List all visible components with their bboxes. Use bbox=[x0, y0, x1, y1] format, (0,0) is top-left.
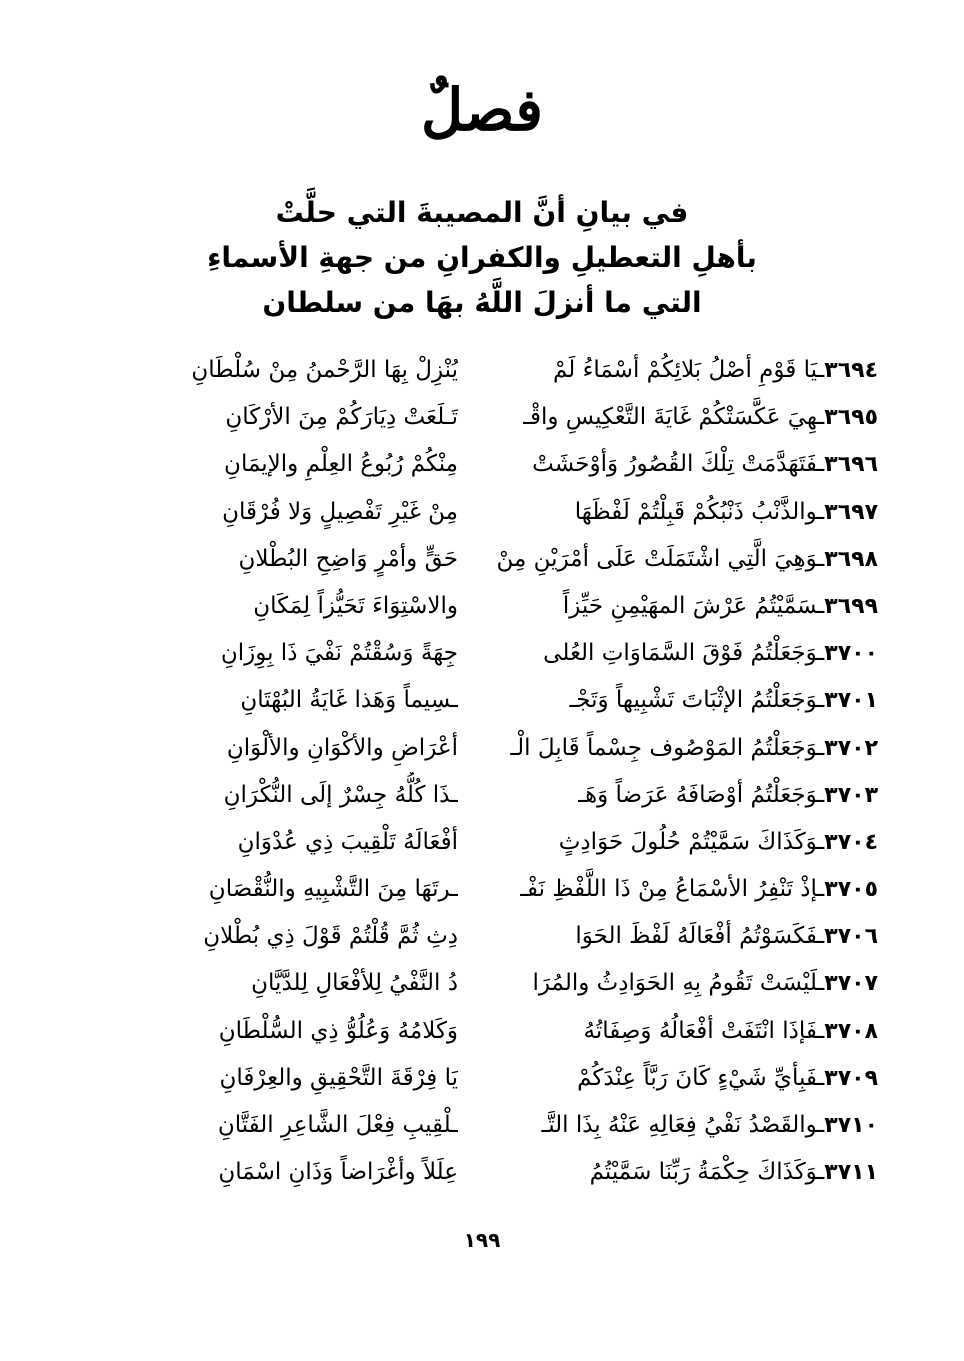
verse-first-text: وَكَذَاكَ سَمَّيْتُمْ حُلُولَ حَوَادِثٍ bbox=[558, 828, 818, 855]
verse-second-hemistich: والاسْتِوَاءَ تَحَيُّزاً لِمَكَانِ bbox=[253, 592, 458, 619]
verse-number: ٣٦٩٦ bbox=[824, 452, 878, 478]
verse-number: ٣٧٠٨ bbox=[824, 1018, 878, 1044]
verse-first-hemistich: ٣٦٩٥ـهِيَ عَكَّسَتْكُمْ غَايَةَ التَّعْكِيسِ واقْـ bbox=[523, 404, 878, 431]
page-number: ١٩٩ bbox=[463, 1228, 501, 1252]
verse-second-hemistich: أفْعَالَهُ تَلْقِيبَ ذِي عُدْوَانِ bbox=[237, 828, 458, 855]
verse-first-hemistich: ٣٧٠٨ـفَإذَا انْتَفَتْ أفْعَالُهُ وَصِفَاتُهُ bbox=[583, 1017, 878, 1044]
verse-second-hemistich: وَكَلامُهُ وَعُلُوُّ ذِي السُّلْطَانِ bbox=[218, 1017, 458, 1044]
verse-first-hemistich: ٣٧١٠ـوالقَصْدُ نَفْيُ فِعَالِهِ عَنْهُ بِذَا التَّـ bbox=[541, 1112, 878, 1138]
verse-second-hemistich: ـذَا كُلُّهُ جِسْرٌ إلَى النُّكْرَانِ bbox=[223, 781, 458, 808]
verse-second-hemistich: دُ النَّفْيُ لِلأفْعَالِ لِلدَّيَّانِ bbox=[251, 970, 458, 997]
verse-first-text: يَا قَوْمِ أصْلُ بَلائِكُمْ أسْمَاءُ لَمْ bbox=[552, 357, 818, 383]
verse-first-text: وَجَعَلْتُمُ المَوْصُوف جِسْماً قَابِلَ الْـ bbox=[510, 734, 818, 761]
verse-row bbox=[78, 1102, 878, 1149]
verse-first-hemistich: ٣٧٠٩ـفَبِأيِّ شَيْءٍ كَانَ رَبَّاً عِنْدَكُمْ bbox=[577, 1064, 878, 1091]
verse-row bbox=[78, 583, 878, 630]
verse-row bbox=[78, 1149, 878, 1196]
verse-first-text: والقَصْدُ نَفْيُ فِعَالِهِ عَنْهُ بِذَا التَّـ bbox=[541, 1112, 818, 1138]
verse-number: ٣٦٩٧ bbox=[824, 499, 878, 525]
verse-first-text: فَإذَا انْتَفَتْ أفْعَالُهُ وَصِفَاتُهُ bbox=[583, 1017, 818, 1044]
verse-second-hemistich: تَـلَعَتْ دِيَارَكُمْ مِنَ الأرْكَانِ bbox=[225, 404, 458, 431]
verse-number: ٣٧٠٣ bbox=[824, 782, 878, 808]
verse-first-text: فَتَهَدَّمَتْ تِلْكَ القُصُورُ وَأوْحَشَتْ bbox=[532, 451, 818, 478]
verse-second-hemistich: أعْرَاضِ والأكْوَانِ والألْوَانِ bbox=[226, 734, 458, 761]
verse-second-hemistich: جِهَةً وَسُقْتُمْ نَفْيَ ذَا بِوِزَانِ bbox=[220, 640, 458, 667]
verse-row bbox=[78, 913, 878, 960]
verse-row bbox=[78, 677, 878, 724]
verse-first-hemistich: ٣٧٠٧ـلَيْسَتْ تَقُومُ بِهِ الحَوَادِثُ والمُرَا bbox=[532, 970, 878, 997]
verse-first-hemistich: ٣٧٠٢ـوَجَعَلْتُمُ المَوْصُوف جِسْماً قَابِلَ الْـ bbox=[510, 734, 878, 761]
verse-row bbox=[78, 1008, 878, 1055]
verse-row bbox=[78, 960, 878, 1007]
verse-row bbox=[78, 536, 878, 583]
verse-second-hemistich: ـرتَهَا مِنَ التَّشْبِيهِ والنُّقْصَانِ bbox=[208, 876, 458, 903]
verse-number: ٣٧١٠ bbox=[824, 1113, 878, 1138]
verse-number: ٣٦٩٨ bbox=[824, 546, 878, 572]
verse-first-text: وَجَعَلْتُمُ الإثْبَاتَ تَشْبِيهاً وَتَجْـ bbox=[569, 687, 818, 714]
heading-line-2: بأهلِ التعطيلِ والكفرانِ من جهةِ الأسماءِ bbox=[207, 241, 757, 274]
verse-second-hemistich: مِنْكُمْ رُبُوعُ العِلْمِ والإيمَانِ bbox=[224, 451, 458, 478]
heading-line-1: في بيانِ أنَّ المصيبةَ التي حلَّتْ bbox=[275, 196, 689, 229]
verse-row bbox=[78, 441, 878, 488]
verse-number: ٣٧٠٠ bbox=[824, 641, 878, 667]
verse-row bbox=[78, 1055, 878, 1102]
verse-row bbox=[78, 819, 878, 866]
verse-second-hemistich: حَقٍّ وأمْرٍ وَاضِحِ البُطْلانِ bbox=[238, 545, 458, 572]
verse-first-hemistich: ٣٦٩٨ـوَهِيَ الَّتِي اشْتَمَلَتْ عَلَى أمْرَيْنِ مِنْ bbox=[496, 545, 878, 572]
verse-first-text: هِيَ عَكَّسَتْكُمْ غَايَةَ التَّعْكِيسِ واقْـ bbox=[523, 404, 818, 431]
verse-first-text: وَهِيَ الَّتِي اشْتَمَلَتْ عَلَى أمْرَيْنِ مِنْ bbox=[496, 545, 818, 572]
verse-number: ٣٧٠١ bbox=[824, 688, 878, 714]
heading-line-3: التي ما أنزلَ اللَّهُ بهَا من سلطان bbox=[262, 286, 702, 319]
verse-number: ٣٦٩٩ bbox=[824, 593, 878, 619]
verse-first-hemistich: ٣٧٠٥ـإذْ تَنْفِرُ الأسْمَاعُ مِنْ ذَا اللَّفْظِ نَفْـ bbox=[520, 876, 878, 903]
verse-first-text: فَكَسَوْتُمُ أفْعَالَهُ لَفْظَ الحَوَا bbox=[575, 923, 818, 950]
verse-first-text: وَجَعَلْتُمُ فَوْقَ السَّمَاوَاتِ العُلى bbox=[543, 640, 818, 667]
verse-second-hemistich: عِلَلاً وأغْرَاضاً وَذَانِ اسْمَانِ bbox=[218, 1159, 458, 1186]
verse-first-text: وَجَعَلْتُمُ أوْصَافَهُ عَرَضاً وَهَـ bbox=[578, 781, 818, 808]
verse-number: ٣٧٠٦ bbox=[824, 924, 878, 950]
verse-number: ٣٧٠٩ bbox=[824, 1065, 878, 1091]
verse-row bbox=[78, 772, 878, 819]
verse-row bbox=[78, 394, 878, 441]
verse-number: ٣٦٩٥ bbox=[824, 405, 878, 431]
verse-row bbox=[78, 630, 878, 677]
verses-list bbox=[78, 347, 878, 1196]
verse-row bbox=[78, 725, 878, 772]
verse-row bbox=[78, 347, 878, 394]
verse-row bbox=[78, 866, 878, 913]
verse-first-text: سَمَّيْتُمُ عَرْشَ المهَيْمِنِ حَيِّزاً bbox=[562, 592, 818, 619]
verse-number: ٣٧٠٤ bbox=[824, 829, 878, 855]
verse-first-hemistich: ٣٦٩٤ـيَا قَوْمِ أصْلُ بَلائِكُمْ أسْمَاءُ لَمْ bbox=[552, 357, 878, 383]
verse-first-hemistich: ٣٦٩٩ـسَمَّيْتُمُ عَرْشَ المهَيْمِنِ حَيِّزاً bbox=[562, 592, 878, 619]
verse-first-hemistich: ٣٧٠١ـوَجَعَلْتُمُ الإثْبَاتَ تَشْبِيهاً وَتَجْـ bbox=[569, 687, 878, 714]
verse-number: ٣٦٩٤ bbox=[824, 358, 878, 383]
verse-number: ٣٧١١ bbox=[824, 1160, 878, 1186]
verse-row bbox=[78, 489, 878, 536]
verse-second-hemistich: يَا فِرْقَةَ التَّحْقِيقِ والعِرْفَانِ bbox=[219, 1064, 458, 1091]
verse-number: ٣٧٠٥ bbox=[824, 877, 878, 903]
verse-number: ٣٧٠٢ bbox=[824, 735, 878, 761]
verse-first-hemistich: ٣٦٩٧ـوالذَّنْبُ ذَنْبُكُمْ قَبِلْتُمْ لَفْظَهَا bbox=[574, 498, 878, 525]
verse-second-hemistich: مِنْ غَيْرِ تَفْصِيلٍ وَلا فُرْقَانِ bbox=[222, 498, 458, 525]
verse-first-hemistich: ٣٧١١ـوَكَذَاكَ حِكْمَةُ رَبِّنَا سَمَّيْتُمُ bbox=[589, 1159, 878, 1186]
verse-second-hemistich: يُنْزِلْ بِهَا الرَّحْمنُ مِنْ سُلْطَانِ bbox=[191, 357, 458, 383]
verse-first-text: إذْ تَنْفِرُ الأسْمَاعُ مِنْ ذَا اللَّفْظِ نَفْـ bbox=[520, 876, 818, 903]
section-heading bbox=[80, 190, 884, 325]
verse-second-hemistich: دِثِ ثُمَّ قُلْتُمْ قَوْلَ ذِي بُطْلانِ bbox=[203, 923, 458, 950]
verse-second-hemistich: ـسِيماً وَهَذا غَايَةُ البُهْتَانِ bbox=[240, 687, 458, 714]
verse-first-text: فَبِأيِّ شَيْءٍ كَانَ رَبَّاً عِنْدَكُمْ bbox=[577, 1064, 818, 1091]
verse-first-hemistich: ٣٧٠٣ـوَجَعَلْتُمُ أوْصَافَهُ عَرَضاً وَهَـ bbox=[578, 781, 878, 808]
verse-first-hemistich: ٣٦٩٦ـفَتَهَدَّمَتْ تِلْكَ القُصُورُ وَأوْحَشَتْ bbox=[532, 451, 878, 478]
verse-first-text: لَيْسَتْ تَقُومُ بِهِ الحَوَادِثُ والمُرَا bbox=[532, 970, 818, 997]
chapter-mark: فصلٌ bbox=[421, 76, 543, 144]
verse-number: ٣٧٠٧ bbox=[824, 971, 878, 997]
verse-first-text: والذَّنْبُ ذَنْبُكُمْ قَبِلْتُمْ لَفْظَهَا bbox=[574, 498, 818, 525]
verse-first-hemistich: ٣٧٠٤ـوَكَذَاكَ سَمَّيْتُمْ حُلُولَ حَوَادِثٍ bbox=[558, 828, 878, 855]
verse-first-hemistich: ٣٧٠٠ـوَجَعَلْتُمُ فَوْقَ السَّمَاوَاتِ العُلى bbox=[543, 640, 878, 667]
verse-second-hemistich: ـلْقِيبِ فِعْلَ الشَّاعِرِ الفَتَّانِ bbox=[217, 1112, 458, 1138]
verse-first-hemistich: ٣٧٠٦ـفَكَسَوْتُمُ أفْعَالَهُ لَفْظَ الحَوَا bbox=[575, 923, 878, 950]
verse-first-text: وَكَذَاكَ حِكْمَةُ رَبِّنَا سَمَّيْتُمُ bbox=[589, 1159, 818, 1186]
